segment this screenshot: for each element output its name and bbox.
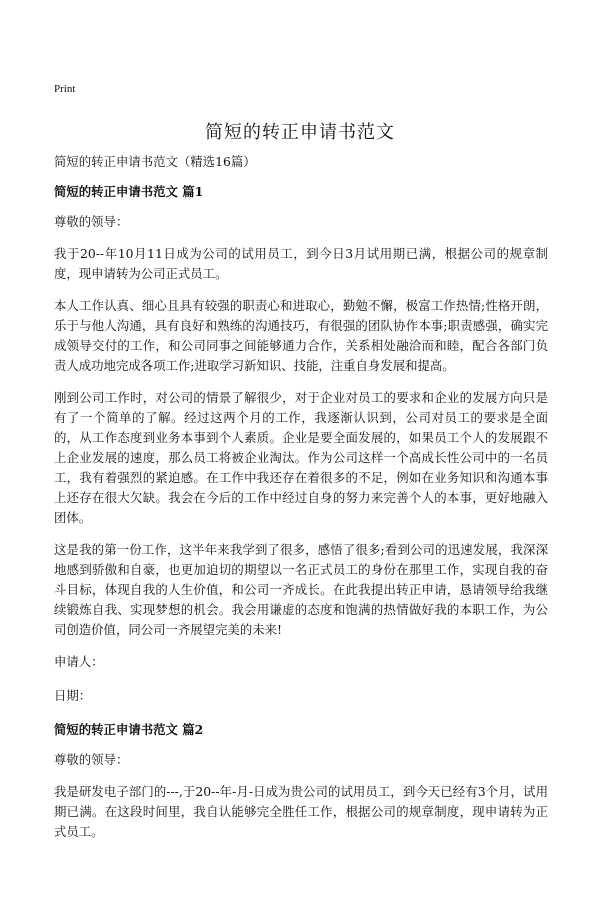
document-subtitle: 简短的转正申请书范文（精选16篇） (54, 154, 256, 169)
greeting-1: 尊敬的领导： (54, 214, 129, 229)
print-label: Print (54, 83, 76, 95)
section-heading-1: 简短的转正申请书范文 篇1 (54, 184, 204, 199)
paragraph-1-1: 我于20--年10月11日成为公司的试用员工，到今日3月试用期已满，根据公司的规章制度，现申请转为公司正式员工。 (54, 246, 548, 281)
applicant-label: 申请人： (54, 654, 104, 669)
greeting-2: 尊敬的领导： (54, 752, 129, 767)
paragraph-1-2: 本人工作认真、细心且具有较强的职责心和进取心，勤勉不懈，极富工作热情;性格开朗，乐于与他人沟通，具有良好和熟练的沟通技巧，有很强的团队协作本事;职责感强，确实完成领导交付的工作，和公司同事之间能够通力合作，关系相处融洽而和睦，配合各部门负责人成功地完成各项工作;进取学习新知识、技能，注重自身发展和提高。 (54, 298, 548, 373)
paragraph-1-3: 刚到公司工作时，对公司的情景了解很少，对于企业对员工的要求和企业的发展方向只是有了一个简单的了解。经过这两个月的工作，我逐渐认识到，公司对员工的要求是全面的，从工作态度到业务本事到个人素质。企业是要全面发展的，如果员工个人的发展跟不上企业发展的速度，那么员工将被企业淘汰。作为公司这样一个高成长性公司中的一名员工，我有着强烈的紧迫感。在工作中我还存在着很多的不足，例如在业务知识和沟通本事上还存在很大欠缺。我会在今后的工作中经过自身的努力来完善个人的本事，更好地融入团体。 (54, 390, 548, 525)
date-label: 日期： (54, 688, 92, 703)
section-heading-2: 简短的转正申请书范文 篇2 (54, 722, 204, 737)
paragraph-2-1: 我是研发电子部门的---,于20--年-月-日成为贵公司的试用员工，到今天已经有3个月，试用期已满。在这段时间里，我自认能够完全胜任工作，根据公司的规章制度，现申请转为正式员工。 (54, 784, 548, 839)
document-body (54, 152, 548, 854)
paragraph-1-4: 这是我的第一份工作，这半年来我学到了很多，感悟了很多;看到公司的迅速发展，我深深地感到骄傲和自豪，也更加迫切的期望以一名正式员工的身份在那里工作，实现自我的奋斗目标，体现自我的人生价值，和公司一齐成长。在此我提出转正申请，恳请领导给我继续锻炼自我、实现梦想的机会。我会用谦虚的态度和饱满的热情做好我的本职工作，为公司创造价值，同公司一齐展望完美的未来! (54, 542, 548, 637)
document-title: 简短的转正申请书范文 (205, 122, 395, 143)
